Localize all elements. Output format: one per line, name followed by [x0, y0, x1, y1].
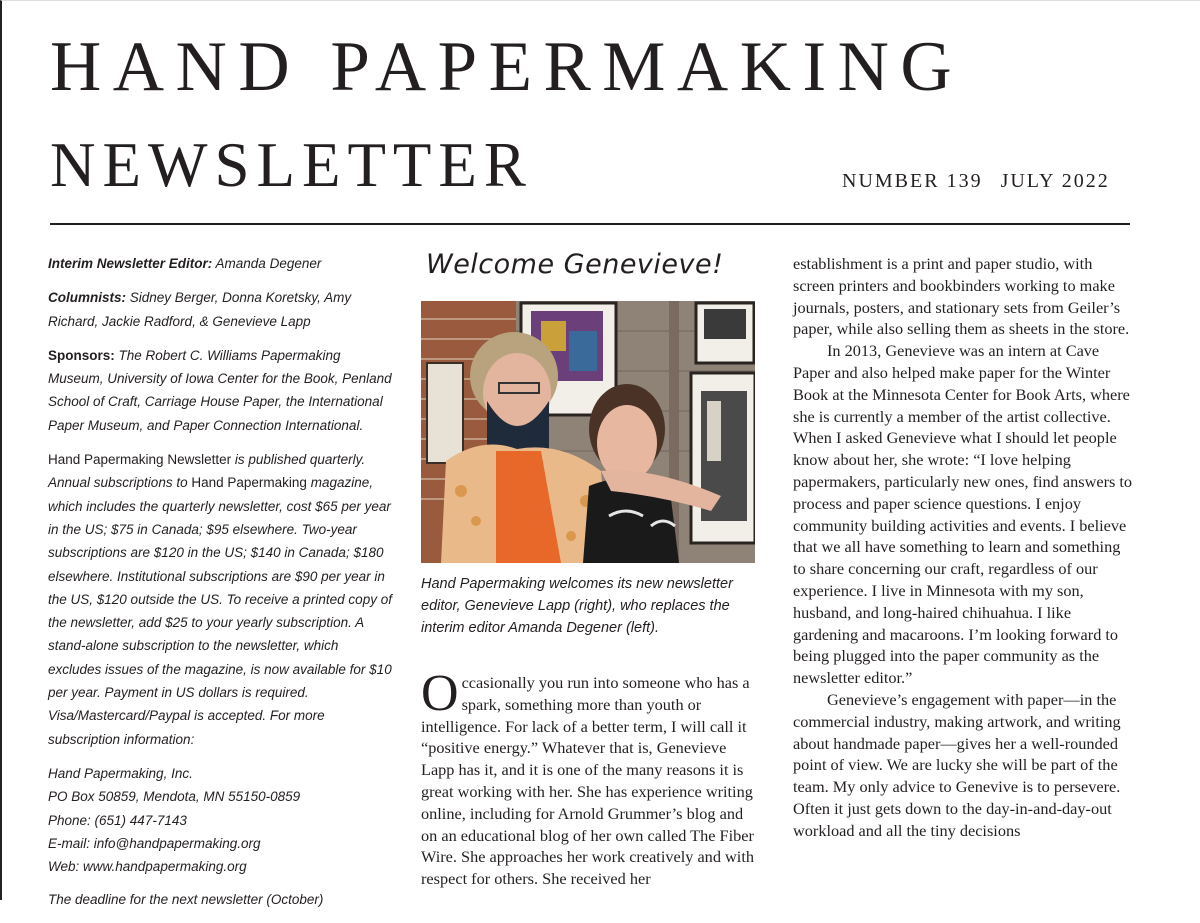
article-paragraph-3: Genevieve’s engagement with paper—in the commercial industry, making artwork, and writing about handmade paper—gives her a well-rounded point of view. We are lucky she will be part of the team. My only advice to Genevive is to persevere. Often it just gets down to the day-in-and-day-out workload and all the tiny decisions	[793, 689, 1121, 840]
address-email[interactable]: E-mail: info@handpapermaking.org	[48, 835, 261, 851]
deadline-line: The deadline for the next newsletter (October)	[48, 892, 324, 908]
issue-number: NUMBER 139	[842, 170, 983, 192]
editor-label: Interim Newsletter Editor:	[48, 256, 213, 271]
sponsors-list: The Robert C. Williams Papermaking Museum, University of Iowa Center for the Book, Penland School of Craft, Carriage House Paper, the International Paper Museum, and Paper Connection International.	[48, 347, 392, 433]
address-po-box: PO Box 50859, Mendota, MN 55150-0859	[48, 789, 301, 805]
columnists-names: Sidney Berger, Donna Koretsky, Amy Richard, Jackie Radford, & Genevieve Lapp	[48, 290, 352, 329]
columnists-label: Columnists:	[48, 290, 127, 306]
address-web[interactable]: Web: www.handpapermaking.org	[48, 859, 247, 875]
masthead-title: HAND PAPERMAKING	[50, 28, 964, 106]
article-body-start	[421, 665, 761, 890]
issue-info	[842, 170, 1110, 193]
article-title: Welcome Genevieve!	[426, 249, 724, 280]
article-continued-column	[793, 253, 1133, 842]
article-paragraph-2: In 2013, Genevieve was an intern at Cave Paper and also helped make paper for the Winter Book at the Minnesota Center for Book Arts, where she is currently a member of the artist collective. When I asked Genevieve what I should let people know about her, she wrote: “I love helping papermakers, particularly new ones, find answers to process and paper science questions. I enjoy community building activities and events. I believe that we all have something to learn and something to share concerning our craft, regardless of our experience. I live in Minnesota with my son, husband, and long-haired chihuahua. I like gardening and macaroons. I’m looking forward to being plugged into the paper community as the newsletter editor.”	[793, 341, 1133, 688]
subscription-info	[48, 448, 393, 751]
editor-name: Amanda Degener	[215, 256, 322, 271]
article-column	[421, 248, 761, 889]
sponsors-label: Sponsors:	[48, 347, 115, 363]
sidebar-column	[48, 252, 393, 923]
newsletter-name: Hand Papermaking Newsletter	[48, 452, 232, 468]
article-paragraph-1: establishment is a print and paper studio, with screen printers and bookbinders working to make journals, posters, and stationary sets from Geiler’s paper, while also selling them as sheets in the store.	[793, 254, 1130, 339]
editor-line	[48, 252, 393, 275]
article-body-text: ccasionally you run into someone who has a spark, something more than youth or intelligence. For lack of a better term, I will call it “positive energy.” Whatever that is, Genevieve Lapp has it, and it is one of the many reasons it is great working with her. She has experience writing online, including for Arnold Grummer’s blog and on an educational blog of her own called The Fiber Wire. She approaches her work creatively and with respect for others. She received her	[421, 673, 754, 889]
address-org: Hand Papermaking, Inc.	[48, 765, 193, 781]
sponsors-line	[48, 344, 393, 437]
masthead-rule	[50, 223, 1130, 225]
subscription-text-2: magazine, which includes the quarterly newsletter, cost $65 per year in the US; $75 in Canada; $95 elsewhere. Two-year subscriptions are $120 in the US; $140 in Canada; $180 elsewhere. Institutional subscriptions are $90 per year in the US, $120 outside the US. To receive a printed copy of the newsletter, add $25 to your yearly subscription. A stand-alone subscription to the newsletter, which excludes issues of the magazine, is now available for $10 per year. Payment in US dollars is required. Visa/Mastercard/Paypal is accepted. For more subscription information:	[48, 475, 392, 747]
masthead-subtitle: NEWSLETTER	[50, 130, 533, 200]
columnists-line	[48, 286, 393, 333]
contact-address	[48, 762, 393, 878]
drop-cap: O	[421, 665, 459, 722]
photo-caption: Hand Papermaking welcomes its new newsletter editor, Genevieve Lapp (right), who replaces the interim editor Amanda Degener (left).	[421, 576, 733, 636]
issue-date: JULY 2022	[1000, 170, 1110, 192]
subscription-text-1: is published quarterly. Annual subscriptions to	[48, 452, 366, 491]
article-photo	[421, 301, 755, 563]
magazine-name: Hand Papermaking	[191, 475, 307, 491]
address-phone: Phone: (651) 447-7143	[48, 812, 187, 828]
